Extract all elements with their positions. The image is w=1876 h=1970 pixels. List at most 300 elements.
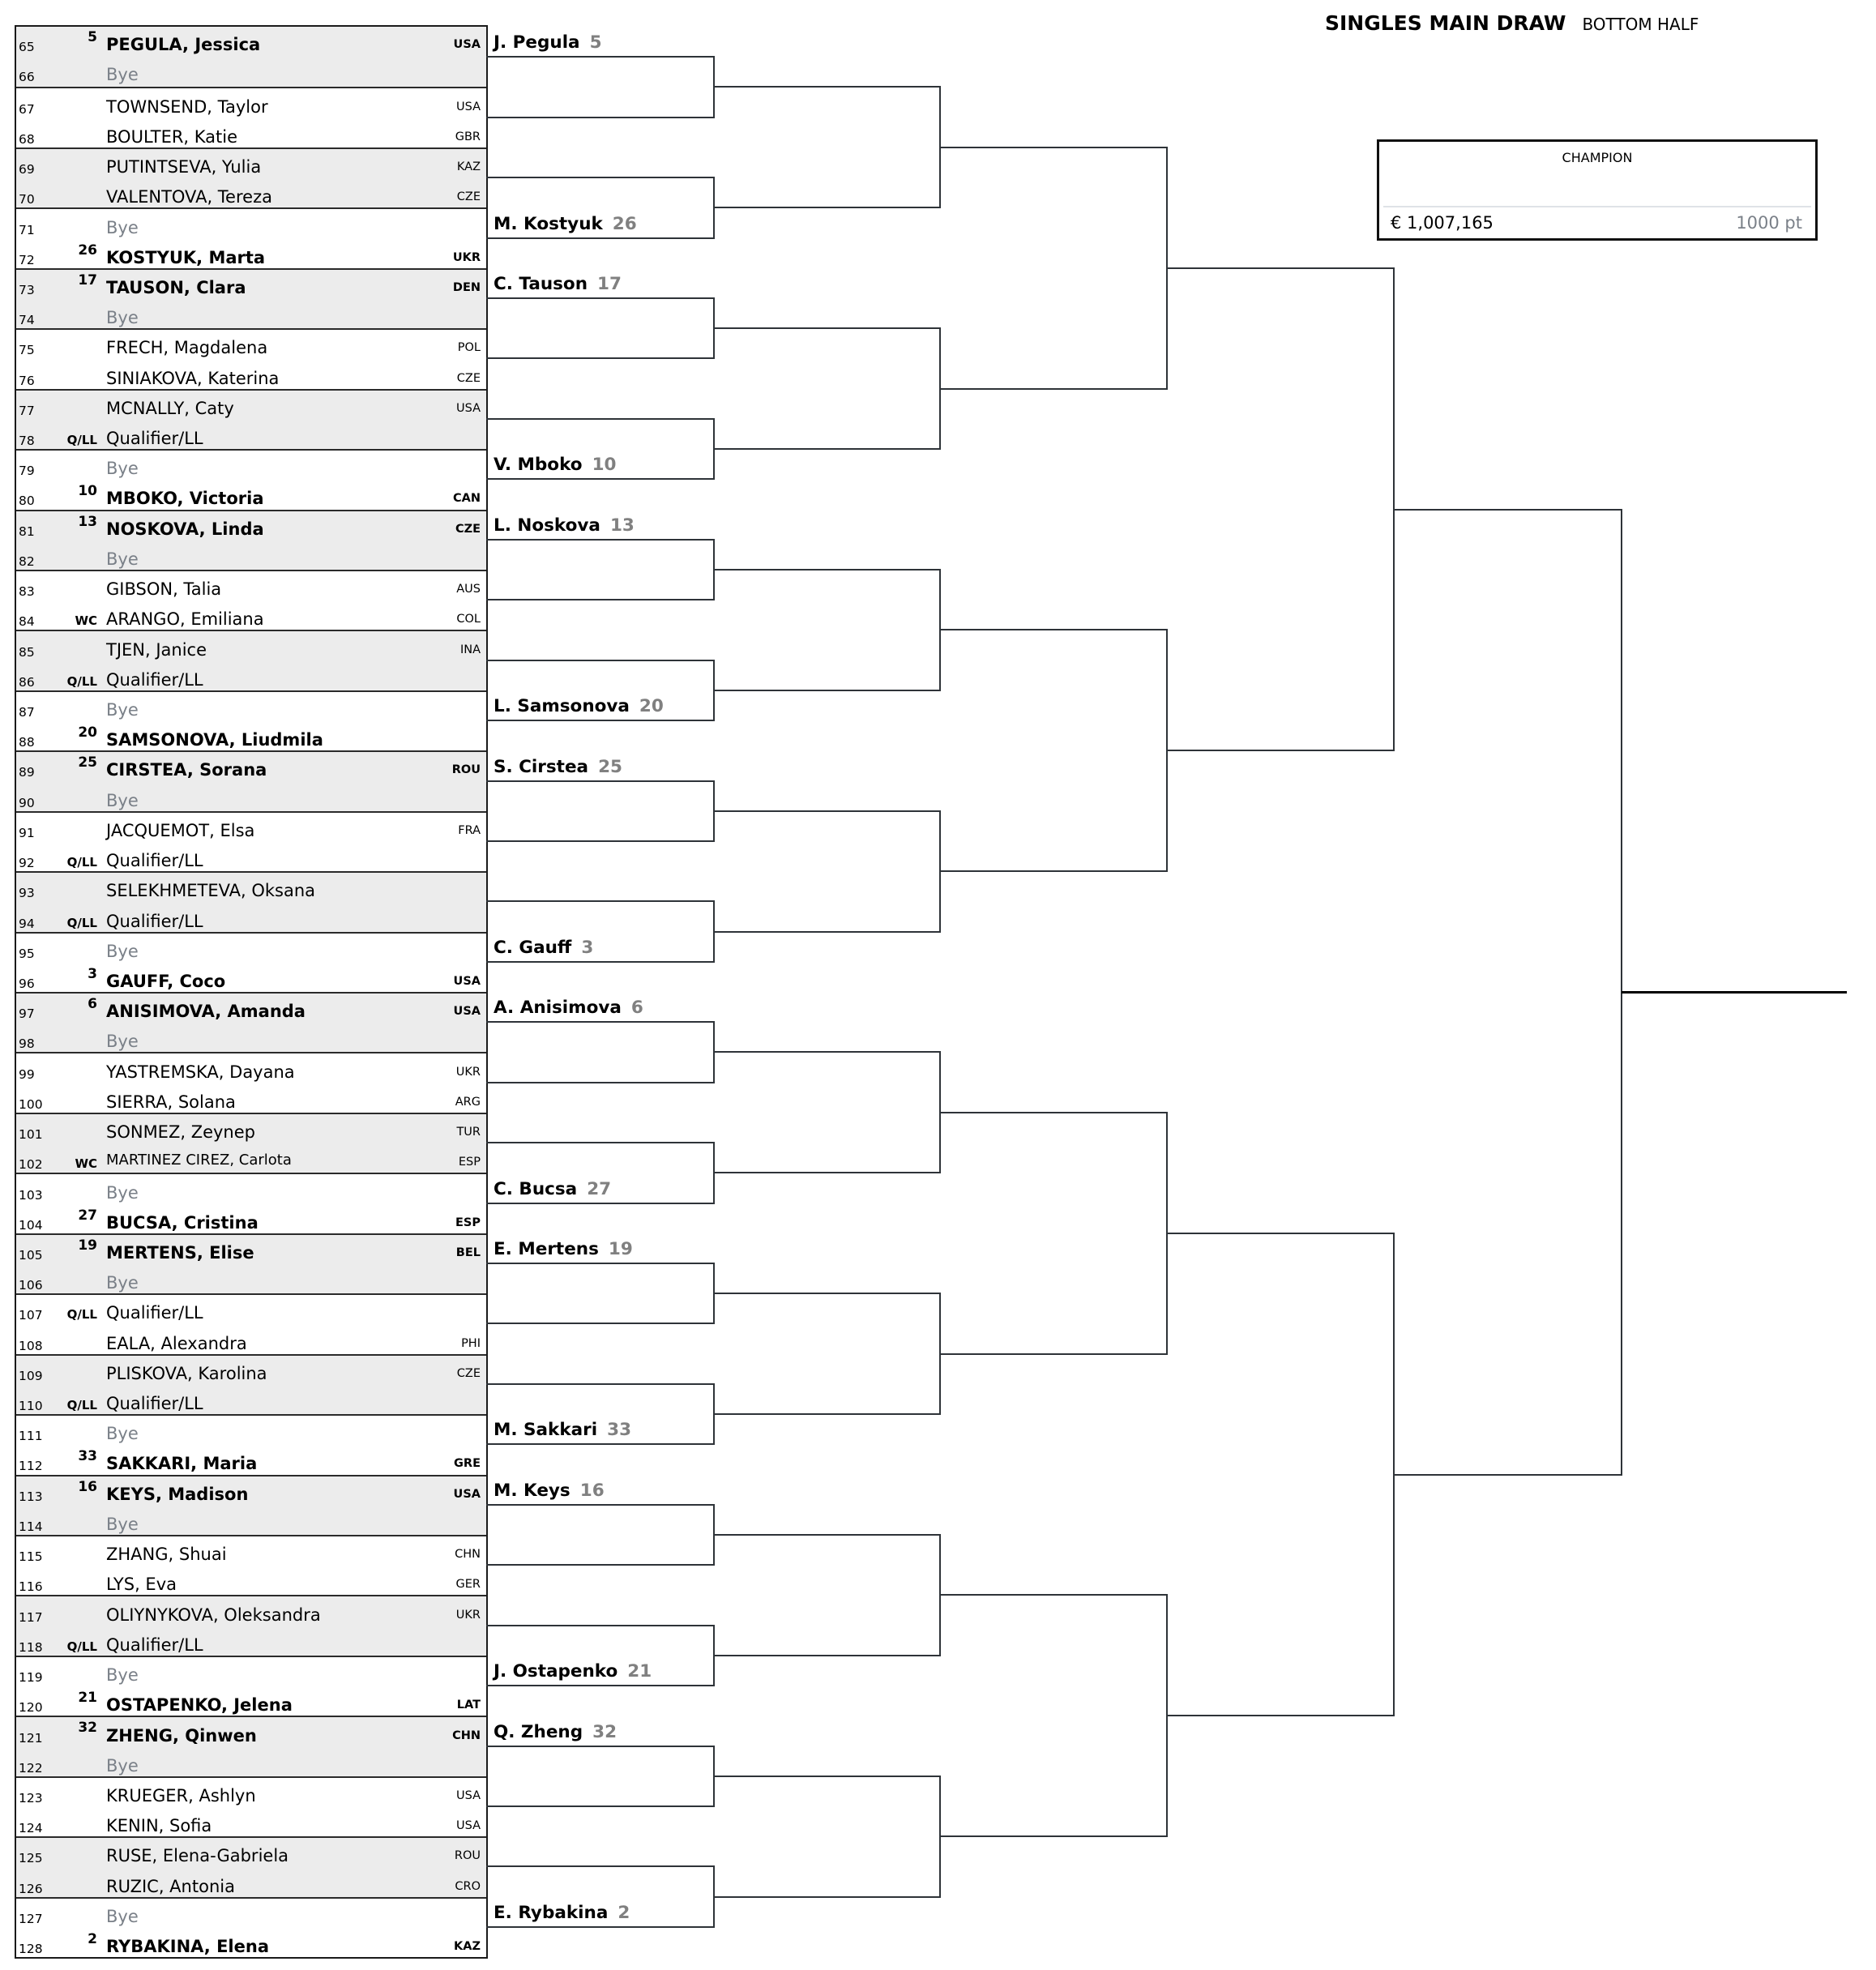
bracket-connector xyxy=(1167,1233,1395,1234)
round2-seed: 2 xyxy=(617,1902,630,1923)
player-name: PEGULA, Jessica xyxy=(106,35,261,55)
country-code: ESP xyxy=(458,1156,481,1169)
draw-position-number: 76 xyxy=(19,373,35,388)
draw-title xyxy=(1325,11,1699,35)
round2-player[interactable] xyxy=(494,1481,605,1502)
country-code: BEL xyxy=(455,1246,481,1259)
champion-box xyxy=(1377,139,1818,241)
bracket-connector xyxy=(486,1203,715,1204)
player-name: VALENTOVA, Tereza xyxy=(106,187,272,207)
bracket-connector xyxy=(1394,509,1622,511)
draw-match-group xyxy=(16,1414,486,1474)
draw-match-group xyxy=(16,27,486,87)
country-code: DEN xyxy=(452,280,481,294)
seed-number: 10 xyxy=(78,483,97,500)
draw-entry-row[interactable] xyxy=(16,994,486,1023)
bracket-connector xyxy=(714,931,941,933)
player-name: NOSKOVA, Linda xyxy=(106,519,264,539)
draw-entry-row[interactable] xyxy=(16,1174,486,1204)
bye-slot: Bye xyxy=(106,1182,139,1203)
player-name: BUCSA, Cristina xyxy=(106,1212,259,1233)
round2-player-name: C. Bucsa xyxy=(494,1178,578,1199)
draw-match-group xyxy=(16,1535,486,1595)
draw-entry-row[interactable] xyxy=(16,1325,486,1355)
round2-seed: 32 xyxy=(592,1721,617,1742)
round2-player[interactable] xyxy=(494,1179,611,1200)
country-code: USA xyxy=(455,1788,481,1802)
bracket-connector xyxy=(486,237,715,239)
player-name: TAUSON, Clara xyxy=(106,277,246,297)
bracket-connector xyxy=(486,1865,715,1867)
draw-position-number: 83 xyxy=(19,584,35,600)
bracket-connector xyxy=(714,690,941,691)
country-code: USA xyxy=(453,974,481,988)
draw-entry-row[interactable] xyxy=(16,1356,486,1386)
country-code: USA xyxy=(455,401,481,415)
draw-entry-row[interactable] xyxy=(16,1627,486,1657)
round2-player-name: Q. Zheng xyxy=(494,1721,583,1742)
round2-player[interactable] xyxy=(494,214,637,235)
country-code: INA xyxy=(459,643,481,656)
draw-entry-row[interactable] xyxy=(16,813,486,843)
player-name: SELEKHMETEVA, Oksana xyxy=(106,881,316,901)
draw-entry-row[interactable] xyxy=(16,1053,486,1083)
draw-match-group xyxy=(16,690,486,750)
round2-player-name: M. Kostyuk xyxy=(494,213,603,234)
draw-entry-row[interactable] xyxy=(16,541,486,571)
round2-player-name: M. Keys xyxy=(494,1480,570,1501)
round2-player[interactable] xyxy=(494,32,602,53)
bracket-connector xyxy=(1167,267,1395,269)
round2-player-name: J. Pegula xyxy=(494,32,580,53)
round2-player[interactable] xyxy=(494,1420,631,1441)
round2-seed: 6 xyxy=(630,998,643,1019)
draw-entry-row[interactable] xyxy=(16,662,486,692)
round2-player-name: L. Noskova xyxy=(494,515,600,536)
bye-slot: Bye xyxy=(106,549,139,569)
draw-position-number: 65 xyxy=(19,40,35,55)
country-code: TUR xyxy=(456,1126,481,1139)
entry-type-tag: WC xyxy=(75,613,97,629)
country-code: ROU xyxy=(454,1849,481,1863)
entry-type-tag: Q/LL xyxy=(66,915,97,930)
draw-entry-row[interactable] xyxy=(16,1144,486,1174)
player-name: FRECH, Magdalena xyxy=(106,338,268,358)
draw-entry-row[interactable] xyxy=(16,421,486,451)
bracket-connector xyxy=(714,207,941,208)
draw-position-number: 101 xyxy=(19,1127,43,1143)
player-name: Qualifier/LL xyxy=(106,1303,203,1323)
draw-position-number: 122 xyxy=(19,1760,43,1776)
draw-entry-row[interactable] xyxy=(16,270,486,300)
draw-match-group xyxy=(16,630,486,690)
first-round-draw-table xyxy=(15,25,488,1959)
round2-seed: 21 xyxy=(627,1661,652,1682)
draw-match-group xyxy=(16,1354,486,1414)
draw-entry-row[interactable] xyxy=(16,330,486,360)
draw-entry-row[interactable] xyxy=(16,692,486,722)
draw-entry-row[interactable] xyxy=(16,752,486,782)
country-code: ARG xyxy=(455,1095,481,1109)
draw-entry-row[interactable] xyxy=(16,1748,486,1778)
player-name: OLIYNYKOVA, Oleksandra xyxy=(106,1605,321,1625)
draw-match-group xyxy=(16,1113,486,1173)
round2-player[interactable] xyxy=(494,1239,633,1260)
draw-entry-row[interactable] xyxy=(16,119,486,149)
draw-entry-row[interactable] xyxy=(16,722,486,752)
bye-slot: Bye xyxy=(106,308,139,328)
draw-position-number: 90 xyxy=(19,795,35,810)
draw-position-number: 119 xyxy=(19,1670,43,1686)
draw-position-number: 81 xyxy=(19,523,35,539)
bracket-connector xyxy=(486,1383,715,1385)
bracket-connector xyxy=(486,1926,715,1928)
draw-entry-row[interactable] xyxy=(16,1899,486,1929)
round2-seed: 19 xyxy=(608,1239,633,1260)
draw-position-number: 78 xyxy=(19,434,35,448)
draw-entry-row[interactable] xyxy=(16,1717,486,1747)
player-name: JACQUEMOT, Elsa xyxy=(106,820,255,840)
round2-player[interactable] xyxy=(494,1903,630,1924)
draw-entry-row[interactable] xyxy=(16,1446,486,1476)
bracket-connector xyxy=(486,1504,715,1506)
seed-number: 17 xyxy=(78,271,97,288)
draw-entry-row[interactable] xyxy=(16,27,486,57)
entry-type-tag: WC xyxy=(75,1156,97,1172)
player-name: BOULTER, Katie xyxy=(106,126,238,147)
draw-entry-row[interactable] xyxy=(16,1265,486,1295)
country-code: CRO xyxy=(455,1879,481,1893)
bracket-connector xyxy=(486,900,715,902)
round2-seed: 27 xyxy=(587,1178,612,1199)
country-code: KAZ xyxy=(454,1940,481,1953)
draw-match-group xyxy=(16,1475,486,1535)
player-name: PUTINTSEVA, Yulia xyxy=(106,157,262,177)
round2-player[interactable] xyxy=(494,455,617,476)
draw-position-number: 67 xyxy=(19,101,35,117)
draw-match-group xyxy=(16,811,486,871)
bracket-connector xyxy=(940,388,1168,390)
draw-entry-row[interactable] xyxy=(16,391,486,421)
country-code: ROU xyxy=(451,763,481,777)
bracket-connector xyxy=(714,1776,941,1777)
seed-number: 2 xyxy=(88,1930,97,1947)
draw-entry-row[interactable] xyxy=(16,903,486,933)
draw-position-number: 104 xyxy=(19,1217,43,1233)
draw-entry-row[interactable] xyxy=(16,1808,486,1838)
seed-number: 27 xyxy=(78,1207,97,1224)
player-name: TJEN, Janice xyxy=(106,639,207,660)
bracket-connector xyxy=(1167,750,1395,751)
bracket-connector xyxy=(486,840,715,842)
draw-entry-row[interactable] xyxy=(16,631,486,661)
draw-position-number: 121 xyxy=(19,1730,43,1746)
draw-entry-row[interactable] xyxy=(16,782,486,812)
country-code: UKR xyxy=(455,1608,481,1622)
round2-player[interactable] xyxy=(494,696,664,717)
draw-position-number: 79 xyxy=(19,464,35,479)
bye-slot: Bye xyxy=(106,65,139,85)
round2-player[interactable] xyxy=(494,757,622,778)
round2-seed: 33 xyxy=(607,1420,632,1441)
draw-match-group xyxy=(16,449,486,509)
player-name: SAMSONOVA, Liudmila xyxy=(106,730,323,750)
seed-number: 6 xyxy=(88,996,97,1013)
bye-slot: Bye xyxy=(106,700,139,720)
draw-entry-row[interactable] xyxy=(16,1386,486,1416)
bracket-connector xyxy=(714,1655,941,1656)
draw-position-number: 93 xyxy=(19,886,35,901)
seed-number: 5 xyxy=(88,29,97,45)
bracket-connector xyxy=(486,1082,715,1083)
round2-player[interactable] xyxy=(494,1661,652,1682)
player-name: RUZIC, Antonia xyxy=(106,1876,235,1896)
draw-entry-row[interactable] xyxy=(16,1536,486,1566)
draw-position-number: 72 xyxy=(19,252,35,267)
draw-position-number: 98 xyxy=(19,1036,35,1052)
seed-number: 32 xyxy=(78,1720,97,1737)
round2-player[interactable] xyxy=(494,938,593,959)
draw-entry-row[interactable] xyxy=(16,1687,486,1717)
bye-slot: Bye xyxy=(106,1755,139,1776)
draw-position-number: 66 xyxy=(19,70,35,85)
seed-number: 26 xyxy=(78,241,97,259)
draw-position-number: 96 xyxy=(19,976,35,991)
seed-number: 21 xyxy=(78,1690,97,1707)
country-code: UKR xyxy=(452,250,481,264)
player-name: LYS, Eva xyxy=(106,1575,177,1595)
country-code: AUS xyxy=(456,583,481,596)
bracket-connector xyxy=(486,720,715,721)
bracket-connector xyxy=(486,56,715,58)
draw-entry-row[interactable] xyxy=(16,1114,486,1144)
bye-slot: Bye xyxy=(106,1424,139,1444)
round2-seed: 3 xyxy=(581,937,594,958)
draw-match-group xyxy=(16,932,486,992)
champion-prize-money: € 1,007,165 xyxy=(1391,213,1494,233)
seed-number: 3 xyxy=(88,965,97,982)
player-name: ARANGO, Emiliana xyxy=(106,609,264,630)
round2-player[interactable] xyxy=(494,1722,617,1743)
draw-entry-row[interactable] xyxy=(16,1868,486,1898)
bye-slot: Bye xyxy=(106,459,139,479)
draw-position-number: 102 xyxy=(19,1157,43,1173)
draw-entry-row[interactable] xyxy=(16,843,486,873)
draw-position-number: 80 xyxy=(19,494,35,509)
draw-entry-row[interactable] xyxy=(16,601,486,631)
bracket-connector xyxy=(714,810,941,812)
entry-type-tag: Q/LL xyxy=(66,673,97,689)
draw-position-number: 111 xyxy=(19,1429,43,1444)
seed-number: 33 xyxy=(78,1448,97,1465)
draw-match-group xyxy=(16,1233,486,1293)
player-name: SINIAKOVA, Katerina xyxy=(106,368,280,388)
bracket-connector xyxy=(486,961,715,963)
final-connector xyxy=(1622,991,1847,994)
country-code: CZE xyxy=(456,371,481,385)
draw-entry-row[interactable] xyxy=(16,1476,486,1506)
draw-position-number: 112 xyxy=(19,1459,43,1474)
draw-match-group xyxy=(16,510,486,570)
country-code: USA xyxy=(453,1005,481,1019)
country-code: USA xyxy=(455,100,481,113)
draw-position-number: 71 xyxy=(19,222,35,237)
bracket-connector xyxy=(486,357,715,359)
draw-entry-row[interactable] xyxy=(16,1235,486,1265)
round2-player[interactable] xyxy=(494,515,635,536)
champion-divider xyxy=(1383,206,1811,207)
draw-position-number: 105 xyxy=(19,1247,43,1263)
draw-position-number: 84 xyxy=(19,614,35,630)
bracket-connector xyxy=(714,1534,941,1536)
draw-match-group xyxy=(16,147,486,207)
country-code: LAT xyxy=(456,1699,481,1712)
entry-type-tag: Q/LL xyxy=(66,1307,97,1323)
draw-position-number: 128 xyxy=(19,1942,43,1956)
seed-number: 20 xyxy=(78,724,97,741)
bye-slot: Bye xyxy=(106,790,139,810)
draw-position-number: 123 xyxy=(19,1790,43,1805)
bracket-connector xyxy=(714,448,941,450)
draw-entry-row[interactable] xyxy=(16,300,486,330)
country-code: CZE xyxy=(456,190,481,204)
player-name: ZHENG, Qinwen xyxy=(106,1725,257,1746)
draw-match-group xyxy=(16,992,486,1052)
bracket-connector xyxy=(940,1594,1168,1596)
draw-entry-row[interactable] xyxy=(16,481,486,511)
bye-slot: Bye xyxy=(106,1665,139,1686)
country-code: PHI xyxy=(461,1336,481,1350)
draw-entry-row[interactable] xyxy=(16,57,486,87)
bracket-connector xyxy=(486,478,715,480)
draw-entry-row[interactable] xyxy=(16,360,486,390)
bracket-connector xyxy=(486,1805,715,1807)
bracket-connector xyxy=(1394,1474,1622,1476)
bracket-connector xyxy=(714,86,941,88)
draw-entry-row[interactable] xyxy=(16,1596,486,1626)
bracket-connector xyxy=(714,1896,941,1898)
draw-entry-row[interactable] xyxy=(16,571,486,601)
bracket-connector xyxy=(940,1835,1168,1837)
draw-entry-row[interactable] xyxy=(16,1084,486,1114)
country-code: CZE xyxy=(455,522,481,536)
bracket-connector xyxy=(486,297,715,299)
player-name: MARTINEZ CIREZ, Carlota xyxy=(106,1152,292,1169)
country-code: COL xyxy=(456,613,481,626)
draw-position-number: 115 xyxy=(19,1549,43,1565)
draw-entry-row[interactable] xyxy=(16,511,486,541)
player-name: OSTAPENKO, Jelena xyxy=(106,1695,293,1716)
player-name: Qualifier/LL xyxy=(106,1394,203,1414)
round2-player-name: A. Anisimova xyxy=(494,998,622,1019)
champion-label: CHAMPION xyxy=(1562,150,1633,165)
page-title: SINGLES MAIN DRAW xyxy=(1325,11,1566,35)
player-name: GAUFF, Coco xyxy=(106,971,226,991)
draw-match-group xyxy=(16,1595,486,1655)
draw-entry-row[interactable] xyxy=(16,1023,486,1053)
draw-entry-row[interactable] xyxy=(16,1838,486,1868)
draw-entry-row[interactable] xyxy=(16,1778,486,1808)
draw-position-number: 99 xyxy=(19,1066,35,1082)
country-code: ESP xyxy=(455,1216,481,1229)
draw-entry-row[interactable] xyxy=(16,209,486,239)
bye-slot: Bye xyxy=(106,1273,139,1293)
country-code: GBR xyxy=(455,130,481,143)
champion-ranking-points: 1000 pt xyxy=(1736,213,1802,233)
bracket-connector xyxy=(486,1443,715,1445)
bracket-connector xyxy=(940,147,1168,148)
draw-entry-row[interactable] xyxy=(16,934,486,964)
seed-number: 19 xyxy=(78,1237,97,1254)
draw-entry-row[interactable] xyxy=(16,1205,486,1235)
country-code: KAZ xyxy=(456,160,481,174)
draw-entry-row[interactable] xyxy=(16,149,486,179)
bracket-connector xyxy=(486,1263,715,1264)
draw-position-number: 70 xyxy=(19,192,35,207)
player-name: RUSE, Elena-Gabriela xyxy=(106,1846,289,1866)
player-name: Qualifier/LL xyxy=(106,851,203,871)
draw-match-group xyxy=(16,1776,486,1836)
player-name: TOWNSEND, Taylor xyxy=(106,96,268,117)
player-name: Qualifier/LL xyxy=(106,911,203,931)
draw-entry-row[interactable] xyxy=(16,179,486,209)
draw-match-group xyxy=(16,570,486,630)
draw-position-number: 73 xyxy=(19,282,35,297)
seed-number: 25 xyxy=(78,754,97,771)
draw-position-number: 75 xyxy=(19,343,35,358)
draw-entry-row[interactable] xyxy=(16,240,486,270)
country-code: USA xyxy=(453,38,481,52)
draw-entry-row[interactable] xyxy=(16,1657,486,1687)
player-name: Qualifier/LL xyxy=(106,429,203,448)
round2-seed: 26 xyxy=(612,213,637,234)
draw-match-group xyxy=(16,268,486,328)
round2-player[interactable] xyxy=(494,274,622,295)
draw-entry-row[interactable] xyxy=(16,1295,486,1325)
draw-position-number: 69 xyxy=(19,162,35,177)
draw-entry-row[interactable] xyxy=(16,1506,486,1536)
draw-position-number: 109 xyxy=(19,1368,43,1383)
draw-entry-row[interactable] xyxy=(16,1929,486,1959)
player-name: KRUEGER, Ashlyn xyxy=(106,1785,256,1805)
player-name: RYBAKINA, Elena xyxy=(106,1937,269,1956)
bracket-connector xyxy=(714,1172,941,1173)
round2-player[interactable] xyxy=(494,998,643,1019)
round2-player-name: S. Cirstea xyxy=(494,756,589,777)
bracket-connector xyxy=(486,599,715,600)
draw-position-number: 113 xyxy=(19,1489,43,1504)
round2-player-name: C. Gauff xyxy=(494,937,572,958)
round2-player-name: C. Tauson xyxy=(494,273,588,294)
draw-position-number: 127 xyxy=(19,1911,43,1926)
draw-entry-row[interactable] xyxy=(16,1566,486,1596)
bracket-connector xyxy=(714,1051,941,1053)
draw-entry-row[interactable] xyxy=(16,451,486,481)
draw-match-group xyxy=(16,1897,486,1957)
draw-entry-row[interactable] xyxy=(16,1416,486,1446)
bracket-connector xyxy=(714,569,941,570)
draw-entry-row[interactable] xyxy=(16,88,486,118)
round2-player-name: E. Rybakina xyxy=(494,1902,609,1923)
bye-slot: Bye xyxy=(106,217,139,237)
bracket-connector xyxy=(486,117,715,118)
round2-seed: 20 xyxy=(639,696,664,717)
draw-match-group xyxy=(16,1836,486,1896)
draw-entry-row[interactable] xyxy=(16,964,486,994)
draw-entry-row[interactable] xyxy=(16,873,486,903)
entry-type-tag: Q/LL xyxy=(66,855,97,870)
bracket-connector xyxy=(486,780,715,782)
